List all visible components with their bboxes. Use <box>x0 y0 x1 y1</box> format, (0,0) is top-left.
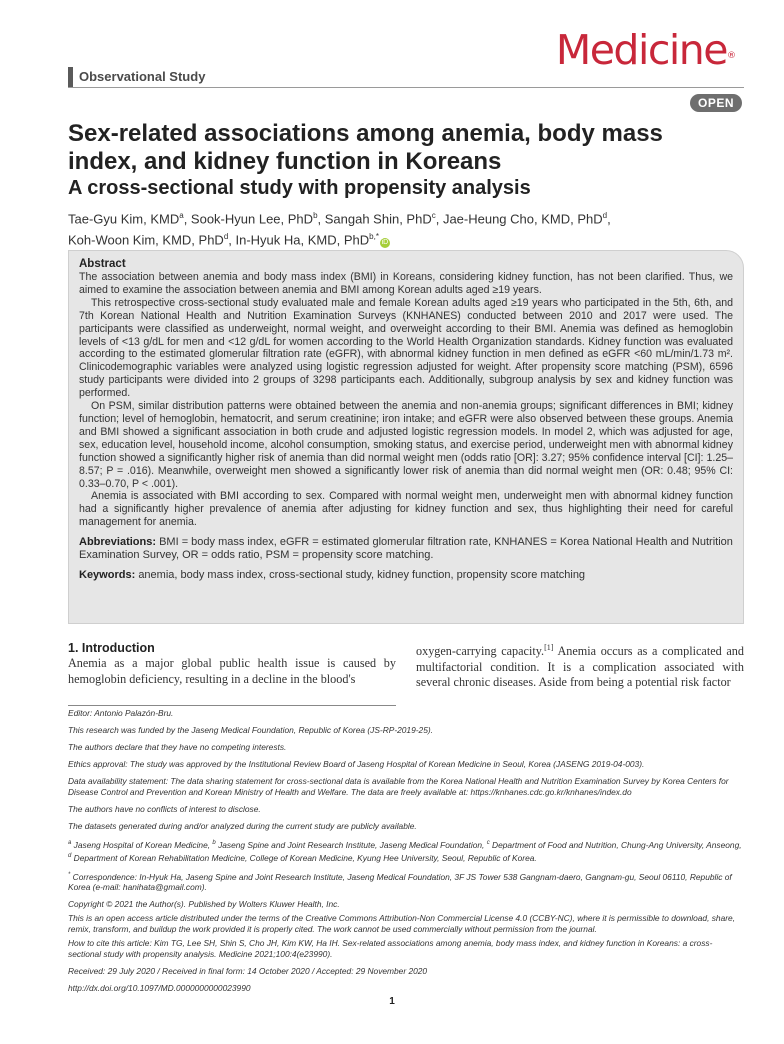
section-label: Observational Study <box>68 67 205 87</box>
body-paragraph: Anemia as a major global public health issue is caused by hemoglobin deficiency, resulting in a decline in the blood's <box>68 656 396 686</box>
abbreviations-text: BMI = body mass index, eGFR = estimated glomerular filtration rate, KNHANES = Korea National Health and Nutrition Examination Survey, OR = odds ratio, PSM = propensity score matching. <box>79 536 733 562</box>
section-heading: 1. Introduction <box>68 641 155 655</box>
abstract-paragraph: The association between anemia and body mass index (BMI) in Koreans, considering kidney function, has not been clarified. Thus, we aimed to examine the association between anemia and BMI among Korean adults aged ≥19 years. <box>79 271 733 296</box>
article-title: Sex-related associations among anemia, body mass index, and kidney function in Koreans <box>68 120 663 175</box>
affiliation-text: Jaseng Spine and Joint Research Institute, Jaseng Medical Foundation, <box>215 839 487 850</box>
footnote-copyright: Copyright © 2021 the Author(s). Published by Wolters Kluwer Health, Inc. <box>68 899 340 910</box>
affiliation-sup: b <box>313 211 318 220</box>
affiliation-sup: a <box>179 211 184 220</box>
footnotes <box>68 708 744 1000</box>
affiliation-sup: d <box>68 852 72 859</box>
keywords-text: anemia, body mass index, cross-sectional study, kidney function, propensity score matching <box>138 569 586 582</box>
footnote-citation: How to cite this article: Kim TG, Lee SH, Shin S, Cho JH, Kim KW, Ha IH. Sex-related associations among anemia, body mass index, and kidney function in Koreans: a cross-sectional study with propensity analysis. Medicine 2021;100:4(e23990). <box>68 938 713 960</box>
affiliation-sup: d <box>602 211 608 220</box>
correspondence-sup: * <box>68 871 71 878</box>
footnote-conflicts: The authors have no conflicts of interest to disclose. <box>68 804 261 814</box>
footnote-editor: Editor: Antonio Palazón-Bru. <box>68 708 174 718</box>
abbreviations <box>79 536 733 562</box>
body-paragraph <box>416 640 744 691</box>
body-column-right <box>416 640 744 691</box>
footnote-datasets: The datasets generated during and/or analyzed during the current study are publicly available. <box>68 821 417 831</box>
footnote-dates: Received: 29 July 2020 / Received in final form: 14 October 2020 / Accepted: 29 November 2020 <box>68 966 428 977</box>
doi-link[interactable]: http://dx.doi.org/10.1097/MD.0000000000023990 <box>68 983 251 994</box>
affiliation-sup: d <box>223 232 229 242</box>
author-name: , Sangah Shin, PhD <box>317 211 432 227</box>
abstract-heading: Abstract <box>79 258 126 270</box>
author-list: Tae-Gyu Kim, KMD$^a$, Sook-Hyun Lee, PhD$^b$, Sangah Shin, PhD$^c$, Jae-Heung Cho, KMD, PhD$^d$, Koh-Woon Kim, KMD, PhD$^d$, In-Hyuk Ha, KMD, PhD$^{b,*}$iD <box>68 211 611 248</box>
footnote-competing: The authors declare that they have no competing interests. <box>68 742 287 752</box>
abstract-paragraph: This retrospective cross-sectional study evaluated male and female Korean adults aged ≥19 years who participated in the 5th, 6th, and 7th Korean National Health and Nutrition Examination Surveys (KNHANES) conducted between 2010 and 2017 were used. The participants were classified as underweight, normal weight, and overweight according to their BMI. Anemia was defined as hemoglobin levels of <13 g/dL for men and <12 g/dL for women according to the World Health Organization standards. Kidney function was evaluated according to the estimated glomerular filtration rate (eGFR), with abnormal kidney function in men defined as eGFR <60 mL/min/1.73 m². Clinicodemographic variables were analyzed using logistic regression adjusted for weight. After propensity score matching (PSM), 6596 study participants were divided into 2 groups of 3298 participants each. Additionally, subgroup analysis by sex and kidney function was performed. <box>79 296 733 400</box>
author-name: , Jae-Heung Cho, KMD, PhD <box>435 211 603 227</box>
body-column-left <box>68 640 396 687</box>
open-access-badge: OPEN <box>690 94 742 112</box>
affiliation-sup: b,* <box>369 232 379 242</box>
footnote-data: Data availability statement: The data sharing statement for cross-sectional data is available from the Korea National Health and Nutrition Examination Survey by Korea Centers for Disease Control and Prevention and Korean Ministry of Health and Welfare. The data are freely available at: https://knhanes.cdc.go.kr/knhanes/index.do <box>68 776 729 797</box>
affiliation-sup: c <box>486 840 490 846</box>
abbreviations-label: Abbreviations: <box>79 536 157 549</box>
affiliation-sup: c <box>431 211 436 220</box>
body-text: oxygen-carrying capacity. <box>416 644 545 659</box>
keywords-label: Keywords: <box>79 569 136 582</box>
footnote-correspondence <box>68 870 744 894</box>
orcid-icon[interactable]: iD <box>381 238 389 246</box>
article-subtitle: A cross-sectional study with propensity analysis <box>68 177 531 199</box>
footnote-funding: This research was funded by the Jaseng Medical Foundation, Republic of Korea (JS-RP-2019-25). <box>68 725 433 735</box>
header-rule <box>68 87 744 88</box>
keywords <box>79 569 733 582</box>
author-name: , Sook-Hyun Lee, PhD <box>183 211 314 227</box>
footnote-affiliations <box>68 838 744 864</box>
page-number: 1 <box>389 996 395 1007</box>
correspondence-text: Correspondence: In-Hyuk Ha, Jaseng Spine and Joint Research Institute, Jaseng Medical Foundation, 3F JS Tower 538 Gangnam-daero, Gangnam-gu, Seoul 06110, Republic of Korea (e-mail: hanihata@gmail.com). <box>68 871 732 893</box>
journal-name: Medicine <box>555 26 727 74</box>
abstract-box <box>68 250 744 624</box>
affiliation-sup: a <box>68 840 72 846</box>
abstract-paragraph: On PSM, similar distribution patterns were obtained between the anemia and non-anemia groups; significant differences in BMI; kidney function; level of hemoglobin, hematocrit, and serum creatinine; iron intake; and eGFR were also observed between these groups. Anemia and BMI showed a significant association in both crude and adjusted logistic regression models. In model 2, which was adjusted for age, sex, education level, household income, alcohol consumption, smoking status, and exercise period, underweight men with abnormal kidney function showed a significantly higher risk of anemia than did normal weight men (odds ratio [OR]: 3.27; 95% confidence interval [CI]: 1.25–8.57; P = .016). Meanwhile, overweight men showed a significantly lower risk of anemia than did normal weight men (OR: 0.48; 95% CI: 0.33–0.70, P < .001). <box>79 400 733 490</box>
footnote-rule <box>68 705 396 706</box>
body-text: Anemia occurs as a complicated and multifactorial condition. It is a complication associated with several chronic diseases. Aside from being a potential risk factor <box>416 644 744 690</box>
author-name: Koh-Woon Kim, KMD, PhD <box>68 232 224 248</box>
abstract-paragraph: Anemia is associated with BMI according to sex. Compared with normal weight men, underweight men with abnormal kidney function had a significantly higher prevalence of anemia after adjusting for kidney function and sex, thus highlighting their need for careful management for anemia. <box>79 490 733 529</box>
author-name: Tae-Gyu Kim, KMD <box>68 211 180 227</box>
affiliation-sup: b <box>212 840 216 846</box>
registered-mark: ® <box>727 51 736 61</box>
footnote-ethics: Ethics approval: The study was approved by the Institutional Review Board of Jaseng Hospital of Korean Medicine in Seoul, Korea (JASENG 2019-04-003). <box>68 759 645 769</box>
affiliation-text: Department of Food and Nutrition, Chung-Ang University, Anseong, <box>489 839 742 850</box>
author-name: , In-Hyuk Ha, KMD, PhD <box>228 232 370 248</box>
journal-logo <box>556 26 736 74</box>
affiliation-text: Jaseng Hospital of Korean Medicine, <box>71 839 213 850</box>
footnote-license: This is an open access article distributed under the terms of the Creative Commons Attribution-Non Commercial License 4.0 (CCBY-NC), where it is permissible to download, share, remix, transform, and buildup the work provided it is properly cited. The work cannot be used commercially without permission from the journal. <box>68 913 736 935</box>
reference-link[interactable]: [1] <box>544 643 554 652</box>
affiliation-text: Department of Korean Rehabilitation Medicine, College of Korean Medicine, Kyung Hee University, Seoul, Republic of Korea. <box>71 852 537 863</box>
